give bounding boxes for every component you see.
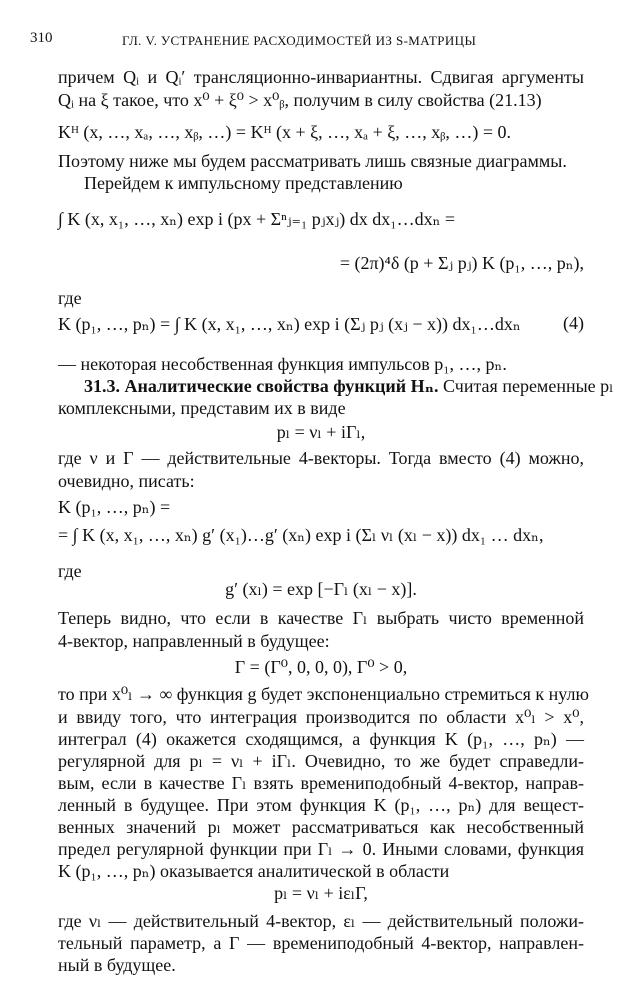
- paragraph-line: где ν и Γ — действительные 4-векторы. Тогда вместо (4) можно,: [58, 448, 584, 468]
- equation: Γ = (Γ⁰, 0, 0, 0), Γ⁰ > 0,: [234, 657, 408, 677]
- paragraph-line: — некоторая несобственная функция импульсов p₁, …, pₙ.: [58, 354, 507, 374]
- equation: = ∫ K (x, x₁, …, xₙ) g′ (x₁)…g′ (xₙ) exp i (Σₗ νₗ (xₗ − x)) dx₁ … dxₙ,: [58, 525, 544, 545]
- equation-number: (4): [563, 313, 584, 333]
- paragraph-line: Теперь видно, что если в качестве Γₗ выбрать чисто временной: [58, 608, 584, 628]
- equation: K (p₁, …, pₙ) =: [58, 497, 171, 517]
- equation: K (p₁, …, pₙ) = ∫ K (x, x₁, …, xₙ) exp i (Σⱼ pⱼ (xⱼ − x)) dx₁…dxₙ: [58, 314, 521, 334]
- paragraph-line: очевидно, писать:: [58, 471, 195, 491]
- section-heading-line: [84, 375, 614, 397]
- page-number: 310: [30, 30, 53, 46]
- paragraph-line: Qᵢ на ξ такое, что x⁰ + ξ⁰ > x⁰ᵦ, получим в силу свойства (21.13): [58, 90, 542, 110]
- equation: = (2π)⁴δ (p + Σⱼ pⱼ) K (p₁, …, pₙ),: [339, 253, 584, 273]
- paragraph-line: ный в будущее.: [58, 955, 176, 975]
- equation: pₗ = νₗ + iΓₗ,: [276, 422, 366, 442]
- paragraph-line: и ввиду того, что интеграция производится по области x⁰ₗ > x⁰,: [58, 707, 584, 727]
- paragraph-line: венных значений pₗ может рассматриваться как несобственный: [58, 817, 584, 837]
- paragraph-line: K (p₁, …, pₙ) оказывается аналитической в области: [58, 861, 450, 881]
- paragraph-line: ленный в будущее. При этом функция K (p₁, …, pₙ) для вещест-: [58, 795, 584, 815]
- paragraph-line: регулярной для pₗ = νₗ + iΓₗ. Очевидно, то же будет справедли-: [58, 751, 584, 771]
- equation: Kᴴ (x, …, xₐ, …, xᵦ, …) = Kᴴ (x + ξ, …, xₐ + ξ, …, xᵦ, …) = 0.: [58, 122, 511, 142]
- paragraph-line: где νₗ — действительный 4-вектор, εₗ — действительный положи-: [58, 911, 584, 931]
- paragraph-line: тельный параметр, а Γ — времениподобный 4-вектор, направлен-: [58, 933, 584, 953]
- paragraph-line: причем Qᵢ и Qᵢ′ трансляционно-инвариантны. Сдвигая аргументы: [58, 67, 584, 87]
- paragraph-line: Поэтому ниже мы будем рассматривать лишь связные диаграммы.: [58, 151, 567, 171]
- paragraph-line: интеграл (4) окажется сходящимся, а функция K (p₁, …, pₙ) —: [58, 729, 584, 749]
- paragraph-line: где: [58, 288, 82, 308]
- paragraph-line: то при x⁰ₗ → ∞ функция g будет экспоненциально стремиться к нулю: [58, 684, 589, 704]
- equation: ∫ K (x, x₁, …, xₙ) exp i (px + Σⁿⱼ₌₁ pⱼxⱼ) dx dx₁…dxₙ =: [58, 209, 456, 229]
- paragraph-line: 4-вектор, направленный в будущее:: [58, 631, 330, 651]
- running-title: ГЛ. V. УСТРАНЕНИЕ РАСХОДИМОСТЕЙ ИЗ S-МАТРИЦЫ: [122, 33, 477, 48]
- section-title: 31.3. Аналитические свойства функций Hₙ.: [84, 376, 439, 396]
- section-text: Считая переменные pₗ: [438, 376, 614, 396]
- paragraph-line: где: [58, 561, 82, 581]
- paragraph-line: вым, если в качестве Γₗ взять времениподобный 4-вектор, направ-: [58, 773, 584, 793]
- equation: g′ (xₗ) = exp [−Γₗ (xₗ − x)].: [225, 579, 417, 599]
- equation: pₗ = νₗ + iεₗΓ,: [274, 883, 368, 903]
- paragraph-line: предел регулярной функции при Γₗ → 0. Иными словами, функция: [58, 839, 584, 859]
- paragraph-line: Перейдем к импульсному представлению: [84, 173, 403, 193]
- paragraph-line: комплексными, представим их в виде: [58, 398, 346, 418]
